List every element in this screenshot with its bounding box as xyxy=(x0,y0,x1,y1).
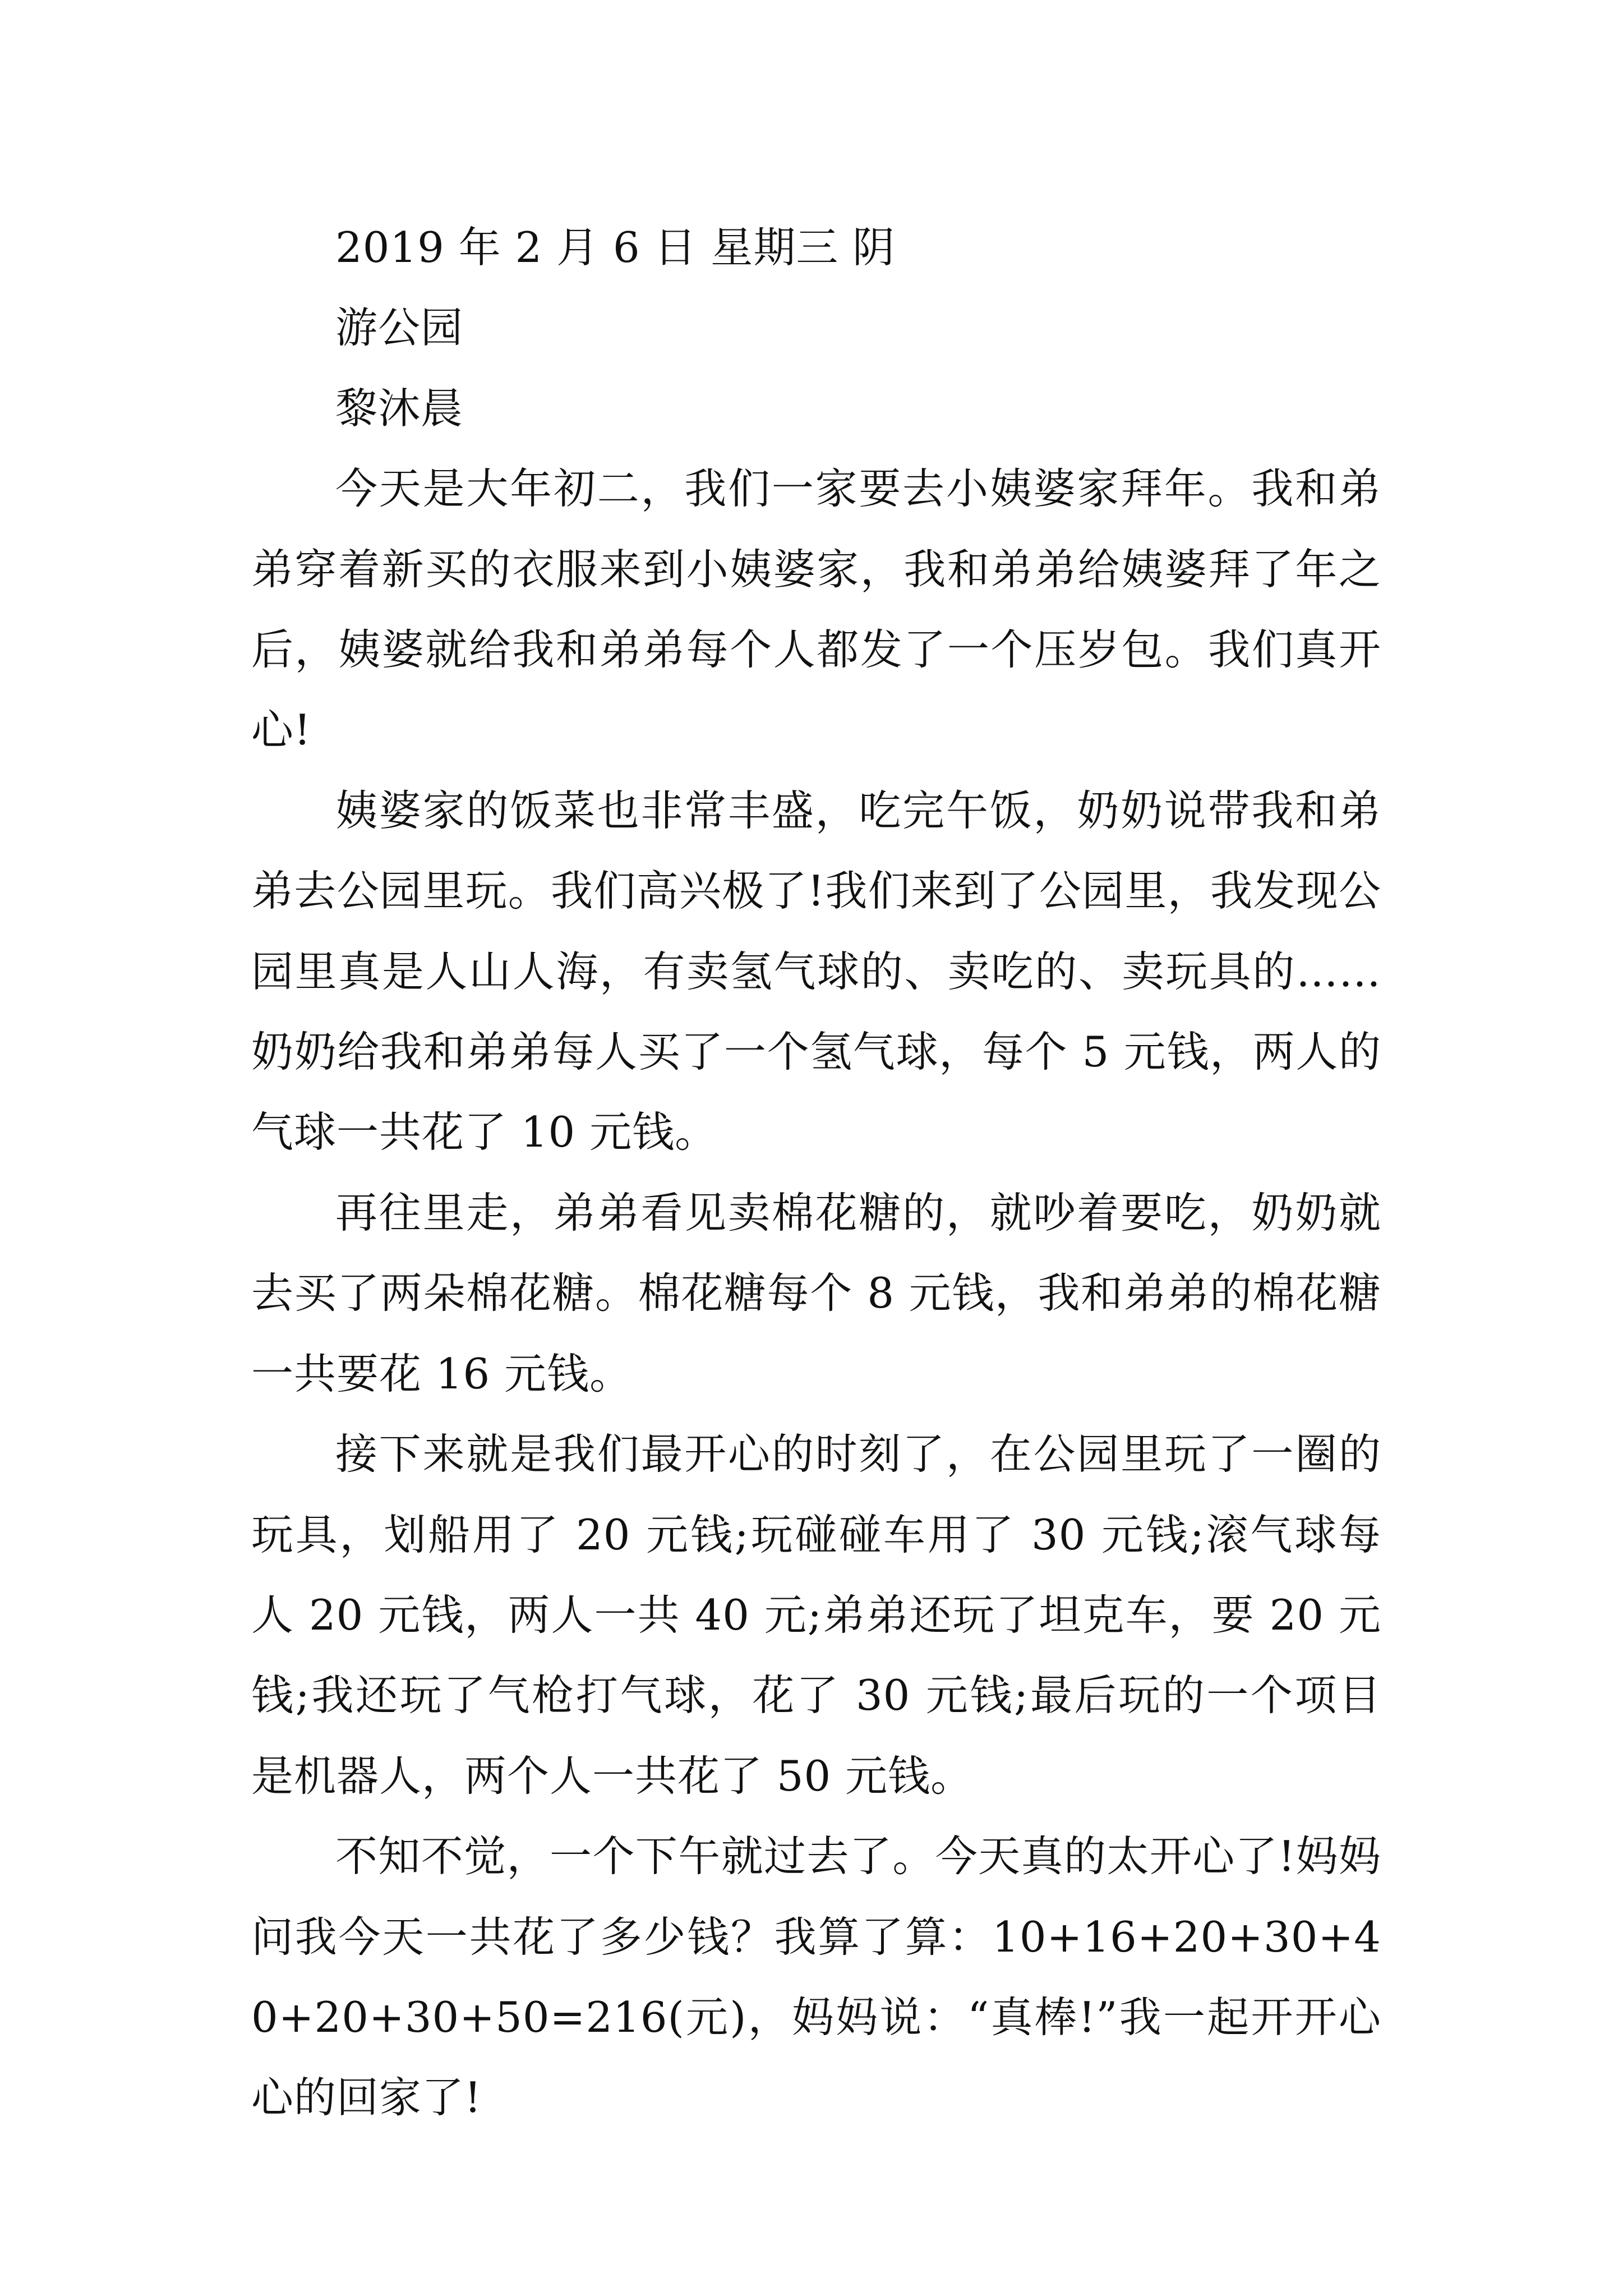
author-name: 黎沐晨 xyxy=(335,383,464,433)
paragraph-3: 再往里走，弟弟看见卖棉花糖的，就吵着要吃，奶奶就去买了两朵棉花糖。棉花糖每个 8 元钱，我和弟弟的棉花糖一共要花 16 元钱。 xyxy=(251,1188,1381,1398)
paragraph-1: 今天是大年初二，我们一家要去小姨婆家拜年。我和弟弟穿着新买的衣服来到小姨婆家，我和弟弟给姨婆拜了年之后，姨婆就给我和弟弟每个人都发了一个压岁包。我们真开心! xyxy=(251,464,1381,755)
paragraph-4: 接下来就是我们最开心的时刻了，在公园里玩了一圈的玩具，划船用了 20 元钱;玩碰碰车用了 30 元钱;滚气球每人 20 元钱，两人一共 40 元;弟弟还玩了坦克车，要 20 元钱;我还玩了气枪打气球，花了 30 元钱;最后玩的一个项目是机器人，两个人一共花了 50 元钱。 xyxy=(251,1429,1381,1801)
diary-body xyxy=(251,208,1381,2138)
paragraph-5: 不知不觉，一个下午就过去了。今天真的太开心了!妈妈问我今天一共花了多少钱？我算了算：10+16+20+30+40+20+30+50=216(元)，妈妈说：“真棒!”我一起开开心心的回家了! xyxy=(251,1832,1381,2123)
paragraph-2: 姨婆家的饭菜也非常丰盛，吃完午饭，奶奶说带我和弟弟去公园里玩。我们高兴极了!我们来到了公园里，我发现公园里真是人山人海，有卖氢气球的、卖吃的、卖玩具的……奶奶给我和弟弟每人买了一个氢气球，每个 5 元钱，两人的气球一共花了 10 元钱。 xyxy=(251,785,1381,1157)
date-line: 2019 年 2 月 6 日 星期三 阴 xyxy=(335,223,896,272)
diary-title: 游公园 xyxy=(335,303,464,353)
